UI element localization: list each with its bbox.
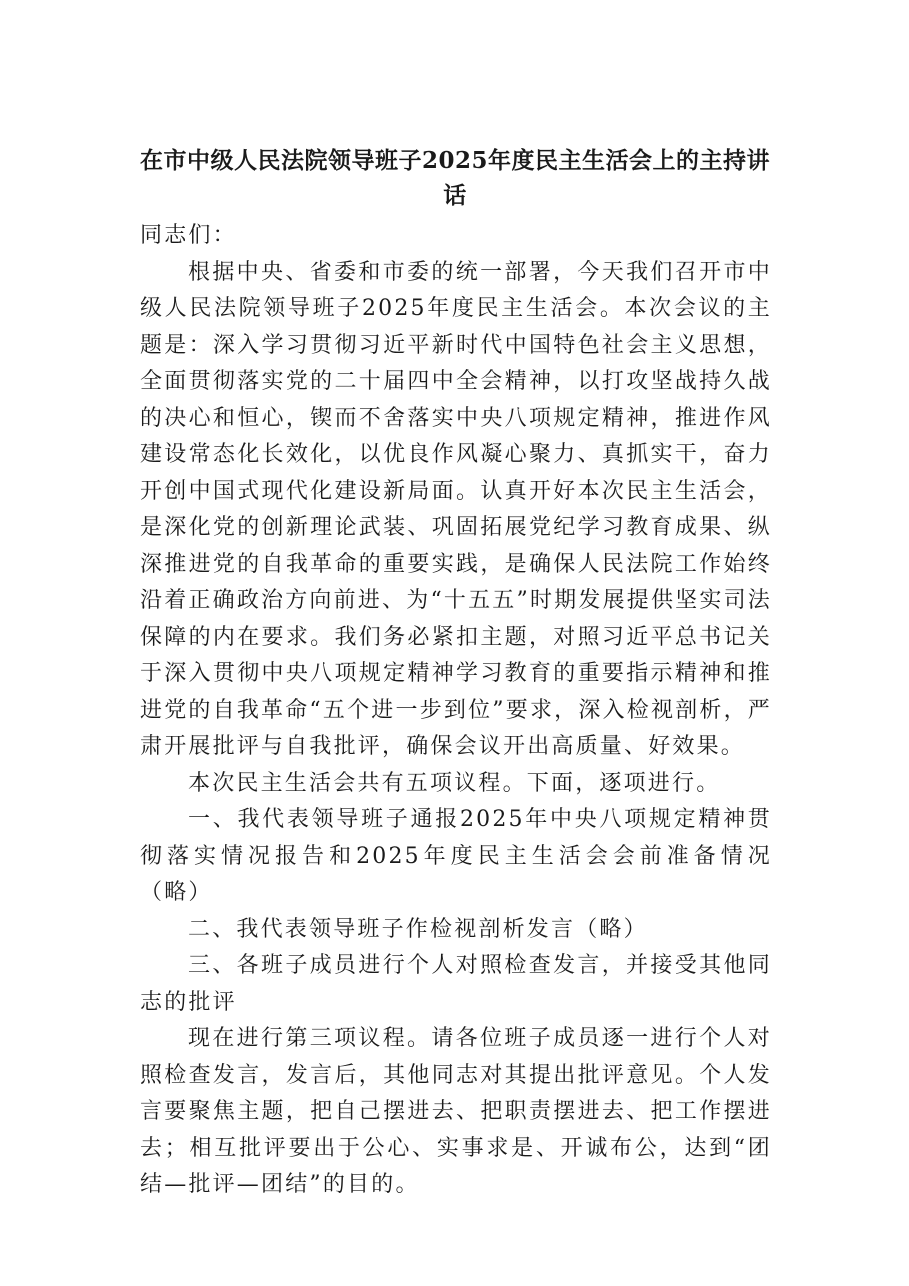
paragraph-opening: 根据中央、省委和市委的统一部署，今天我们召开市中级人民法院领导班子2025年度民主生活会。本次会议的主题是：深入学习贯彻习近平新时代中国特色社会主义思想，全面贯彻落实党的二十届四中全会精神，以打攻坚战持久战的决心和恒心，锲而不舍落实中央八项规定精神，推进作风建设常态化长效化，以优良作风凝心聚力、真抓实干，奋力开创中国式现代化建设新局面。认真开好本次民主生活会，是深化党的创新理论武装、巩固拓展党纪学习教育成果、纵深推进党的自我革命的重要实践，是确保人民法院工作始终沿着正确政治方向前进、为“十五五”时期发展提供坚实司法保障的内在要求。我们务必紧扣主题，对照习近平总书记关于深入贯彻中央八项规定精神学习教育的重要指示精神和推进党的自我革命“五个进一步到位”要求，深入检视剖析，严肃开展批评与自我批评，确保会议开出高质量、好效果。 xyxy=(140,259,772,759)
agenda-item-3: 三、各班子成员进行个人对照检查发言，并接受其他同志的批评 xyxy=(140,953,772,1015)
document-title: 在市中级人民法院领导班子2025年度民主生活会上的主持讲话 xyxy=(139,147,770,209)
agenda-item-2: 二、我代表领导班子作检视剖析发言（略） xyxy=(188,916,648,942)
document-body xyxy=(140,218,772,1204)
salutation: 同志们： xyxy=(140,223,237,248)
agenda-item-1: 一、我代表领导班子通报2025年中央八项规定精神贯彻落实情况报告和2025年度民主生活会会前准备情况（略） xyxy=(140,807,772,905)
paragraph-item-3-detail: 现在进行第三项议程。请各位班子成员逐一进行个人对照检查发言，发言后，其他同志对其提出批评意见。个人发言要聚焦主题，把自己摆进去、把职责摆进去、把工作摆进去；相互批评要出于公心、实事求是、开诚布公，达到“团结—批评—团结”的目的。 xyxy=(140,1026,772,1197)
paragraph-agenda-intro: 本次民主生活会共有五项议程。下面，逐项进行。 xyxy=(188,770,721,796)
